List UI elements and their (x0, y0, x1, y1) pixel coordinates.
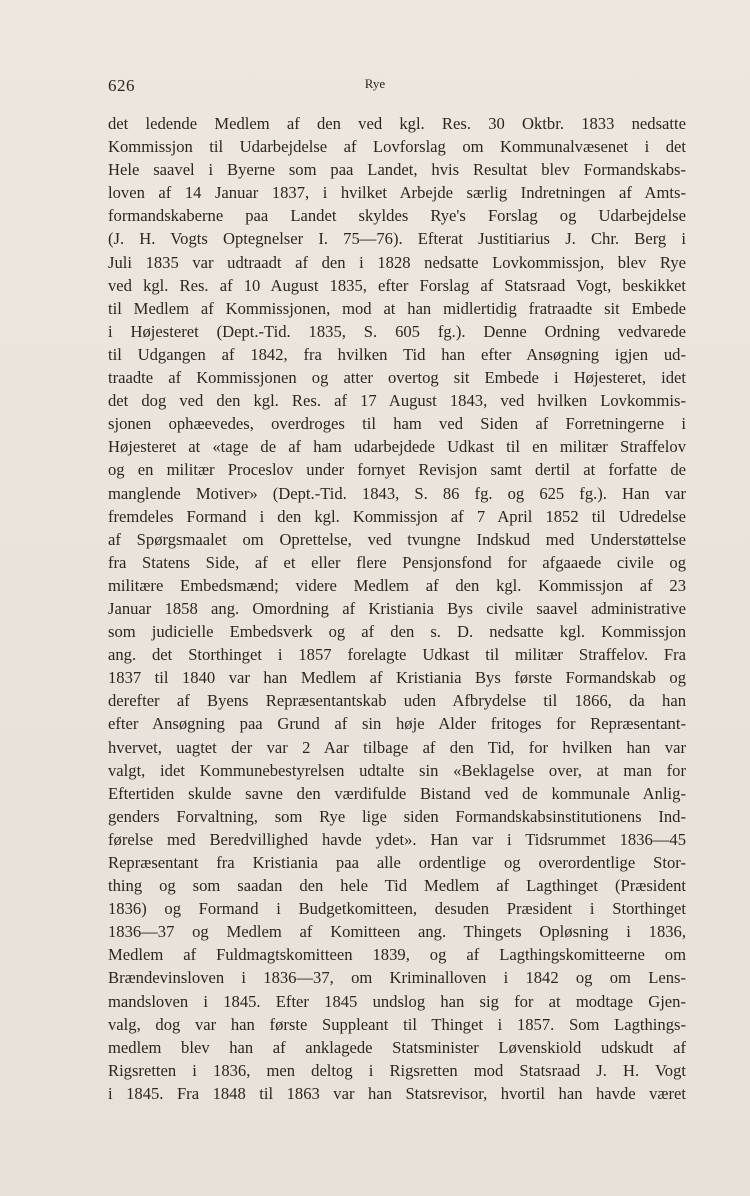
text-line: 1836) og Formand i Budgetkomitteen, desuden Præsident i Storthinget (108, 899, 686, 919)
text-line: ved kgl. Res. af 10 August 1835, efter Forslag af Statsraad Vogt, beskikket (108, 275, 686, 295)
text-line: hvervet, uagtet der var 2 Aar tilbage af den Tid, for hvilken han var (108, 737, 686, 757)
text-line: Brændevinsloven i 1836—37, om Kriminalloven i 1842 og om Lens- (108, 968, 686, 988)
running-head: Rye (364, 76, 386, 91)
text-line: loven af 14 Januar 1837, i hvilket Arbejde særlig Indretningen af Amts- (108, 183, 686, 203)
text-line: militære Embedsmænd; videre Medlem af den kgl. Kommissjon af 23 (108, 575, 686, 595)
text-line: genders Forvaltning, som Rye lige siden Formandskabsinstitutionens Ind- (108, 806, 686, 826)
text-line: 1836—37 og Medlem af Komitteen ang. Thingets Opløsning i 1836, (108, 922, 686, 942)
text-line: thing og som saadan den hele Tid Medlem af Lagthinget (Præsident (108, 876, 686, 896)
text-line: førelse med Beredvillighed havde ydet». Han var i Tidsrummet 1836—45 (108, 829, 686, 849)
text-line: i Højesteret (Dept.-Tid. 1835, S. 605 fg.). Denne Ordning vedvarede (108, 321, 686, 341)
text-line: af Spørgsmaalet om Oprettelse, ved tvungne Indskud med Understøttelse (108, 529, 686, 549)
text-line: medlem blev han af anklagede Statsminister Løvenskiold udskudt af (108, 1037, 686, 1057)
text-line: Hele saavel i Byerne som paa Landet, hvis Resultat blev Formandskabs- (108, 160, 686, 180)
text-line: ang. det Storthinget i 1857 forelagte Udkast til militær Straffelov. Fra (108, 645, 686, 665)
text-line: det dog ved den kgl. Res. af 17 August 1843, ved hvilken Lovkommis- (108, 391, 686, 411)
text-line: Eftertiden skulde savne den værdifulde Bistand ved de kommunale Anlig- (108, 783, 686, 803)
body-text (108, 112, 686, 1105)
text-line: i 1845. Fra 1848 til 1863 var han Statsrevisor, hvortil han havde været (108, 1083, 686, 1103)
text-line: som judicielle Embedsverk og af den s. D. nedsatte kgl. Kommissjon (108, 622, 686, 642)
text-line: traadte af Kommissjonen og atter overtog sit Embede i Højesteret, idet (108, 368, 686, 388)
text-line: (J. H. Vogts Optegnelser I. 75—76). Efterat Justitiarius J. Chr. Berg i (108, 229, 686, 249)
text-line: Kommissjon til Udarbejdelse af Lovforslag om Kommunalvæsenet i det (108, 137, 686, 157)
text-line: Juli 1835 var udtraadt af den i 1828 nedsatte Lovkommissjon, blev Rye (108, 252, 686, 272)
text-line: sjonen ophæevedes, overdroges til ham ved Siden af Forretningerne i (108, 414, 686, 434)
text-line: manglende Motiver» (Dept.-Tid. 1843, S. 86 fg. og 625 fg.). Han var (108, 483, 686, 503)
text-line: og en militær Proceslov under fornyet Revisjon samt dertil at forfatte de (108, 460, 686, 480)
text-line: til Udgangen af 1842, fra hvilken Tid han efter Ansøgning igjen ud- (108, 344, 686, 364)
text-line: valg, dog var han første Suppleant til Thinget i 1857. Som Lagthings- (108, 1014, 686, 1034)
text-line: det ledende Medlem af den ved kgl. Res. 30 Oktbr. 1833 nedsatte (108, 114, 686, 133)
text-line: til Medlem af Kommissjonen, mod at han midlertidig fratraadte sit Embede (108, 298, 686, 318)
text-line: derefter af Byens Repræsentantskab uden Afbrydelse til 1866, da han (108, 691, 686, 711)
text-line: Januar 1858 ang. Omordning af Kristiania Bys civile saavel administrative (108, 598, 686, 618)
text-line: Rigsretten i 1836, men deltog i Rigsretten mod Statsraad J. H. Vogt (108, 1060, 686, 1080)
text-line: Højesteret at «tage de af ham udarbejdede Udkast til en militær Straffelov (108, 437, 686, 457)
text-line: fremdeles Formand i den kgl. Kommissjon af 7 April 1852 til Udredelse (108, 506, 686, 526)
text-line: 1837 til 1840 var han Medlem af Kristiania Bys første Formandskab og (108, 668, 686, 688)
text-line: efter Ansøgning paa Grund af sin høje Alder fritoges for Repræsentant- (108, 714, 686, 734)
text-line: mandsloven i 1845. Efter 1845 undslog han sig for at modtage Gjen- (108, 991, 686, 1011)
page-number: 626 (108, 76, 135, 95)
text-line: fra Statens Side, af et eller flere Pensjonsfond for afgaaede civile og (108, 552, 686, 572)
text-line: valgt, idet Kommunebestyrelsen udtalte sin «Beklagelse over, at man for (108, 760, 686, 780)
text-line: formandskaberne paa Landet skyldes Rye's Forslag og Udarbejdelse (108, 206, 686, 226)
text-line: Repræsentant fra Kristiania paa alle ordentlige og overordentlige Stor- (108, 853, 686, 872)
text-line: Medlem af Fuldmagtskomitteen 1839, og af Lagthingskomitteerne om (108, 945, 686, 965)
